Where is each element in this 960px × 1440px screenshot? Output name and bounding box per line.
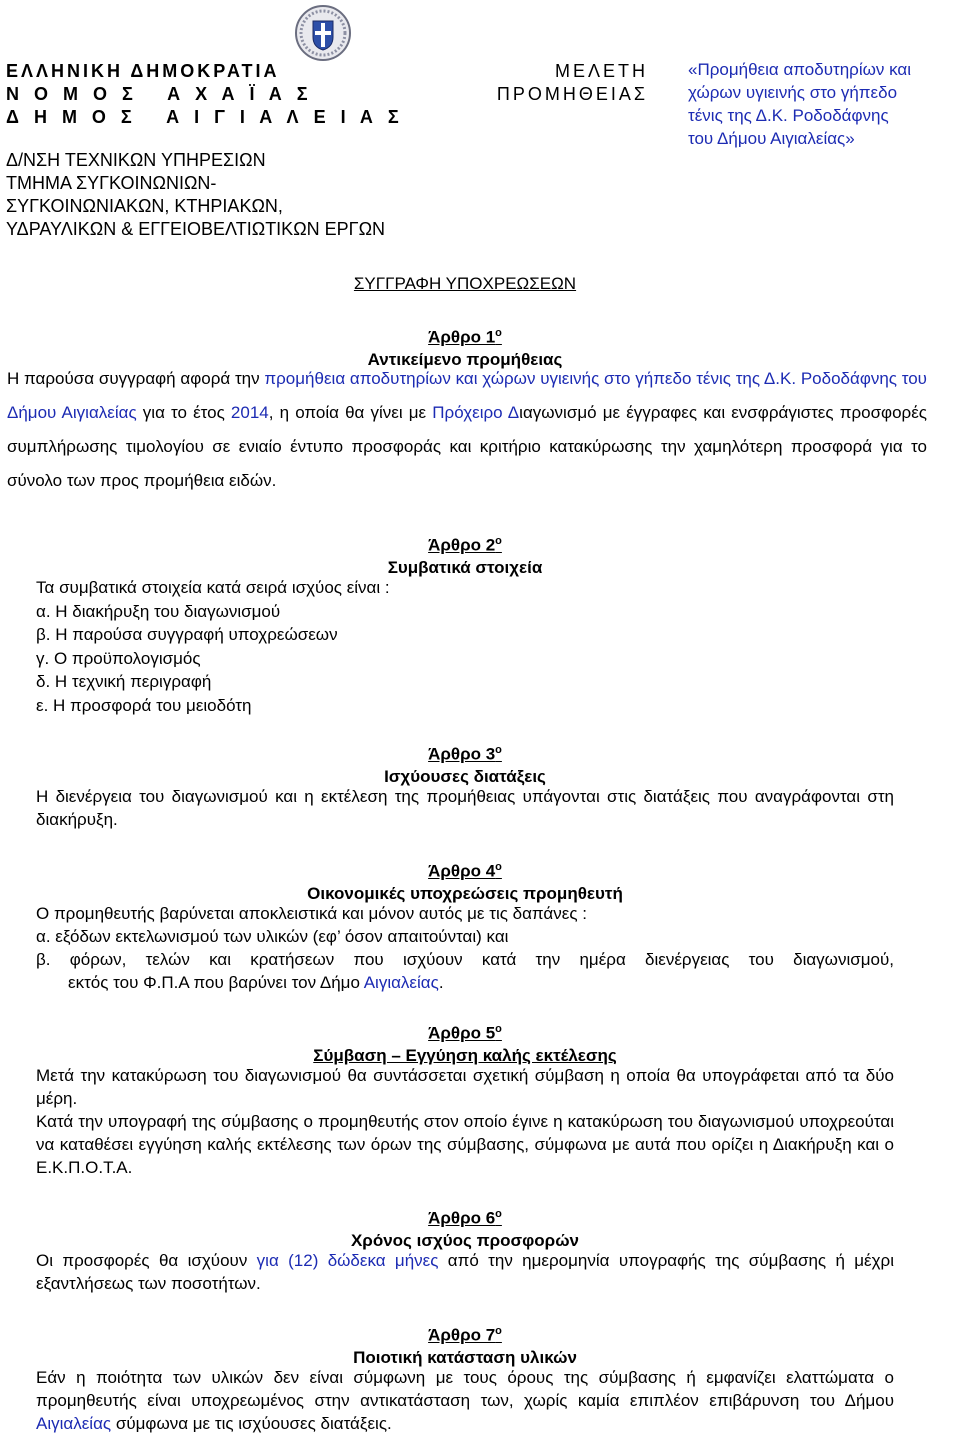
list-intro: Τα συμβατικά στοιχεία κατά σειρά ισχύος είναι : [36, 578, 390, 597]
study-label: ΜΕΛΕΤΗ [554, 61, 648, 81]
list-item: β. Η παρούσα συγγραφή υποχρεώσεων [36, 625, 338, 644]
project-title [688, 58, 956, 150]
article-title: Ισχύουσες διατάξεις [384, 766, 546, 786]
list-item: γ. Ο προϋπολογισμός [36, 648, 201, 668]
article-4-body [36, 902, 894, 994]
issuer-department: Δ/ΝΣΗ ΤΕΧΝΙΚΩΝ ΥΠΗΡΕΣΙΩΝ [6, 150, 266, 170]
article-3-body: Η διενέργεια του διαγωνισμού και η εκτέλεση της προμήθειας υπάγονται στις διατάξεις που αναγράφονται στη διακήρυξη. [36, 787, 894, 829]
list-intro: Ο προμηθευτής βαρύνεται αποκλειστικά και μόνον αυτός με τις δαπάνες : [36, 904, 587, 923]
paragraph: Μετά την κατακύρωση του διαγωνισμού θα συντάσσεται σχετική σύμβαση η οποία θα υπογράφεται από τα δύο μέρη. [36, 1066, 894, 1108]
article-6-body: Οι προσφορές θα ισχύουν για (12) δώδεκα μήνες από την ημερομηνία υπογραφής της σύμβασης ή μέχρι εξαντλήσεως των ποσοτήτων. [36, 1251, 895, 1293]
article-title: Χρόνος ισχύος προσφορών [350, 1230, 580, 1250]
article-number: Άρθρο $2^o$ [428, 535, 502, 555]
article-title: Αντικείμενο προμήθειας [367, 349, 563, 369]
project-title-line: τένις της Δ.Κ. Ροδοδάφνης [688, 106, 889, 125]
article-number: Άρθρο $7^o$ [428, 1325, 502, 1345]
project-title-line: «Προμήθεια αποδυτηρίων και [688, 60, 912, 79]
list-item: α. Η διακήρυξη του διαγωνισμού [36, 601, 281, 621]
study-label: ΠΡΟΜΗΘΕΙΑΣ [496, 84, 648, 104]
article-6-heading [0, 1203, 930, 1252]
article-title: Σύμβαση – Εγγύηση καλής εκτέλεσης [313, 1045, 617, 1065]
issuer-prefecture: Ν Ο Μ Ο Σ Α Χ Α Ϊ Α Σ [6, 84, 313, 104]
article-title: Συμβατικά στοιχεία [387, 557, 543, 577]
list-item-continued: εκτός του Φ.Π.Α που βαρύνει τον Δήμο Αιγιαλείας. [68, 973, 444, 992]
article-number: Άρθρο $3^o$ [428, 744, 502, 764]
article-5-heading [0, 1018, 930, 1067]
article-number: Άρθρο $5^o$ [428, 1023, 502, 1043]
list-item: α. εξόδων εκτελωνισμού των υλικών (εφ’ όσον απαιτούνται) και [36, 927, 509, 946]
issuer-country: ΕΛΛΗΝΙΚΗ ΔΗΜΟΚΡΑΤΙΑ [6, 61, 280, 81]
article-number: Άρθρο $1^o$ [428, 327, 502, 347]
issuer-section: ΥΔΡΑΥΛΙΚΩΝ & ΕΓΓΕΙΟΒΕΛΤΙΩΤΙΚΩΝ ΕΡΓΩΝ [6, 219, 386, 239]
list-item: ε. Η προσφορά του μειοδότη [36, 695, 252, 715]
issuer-block [6, 60, 476, 241]
document-title-text: ΣΥΓΓΡΑΦΗ ΥΠΟΧΡΕΩΣΕΩΝ [353, 274, 577, 293]
article-2-list [36, 576, 736, 717]
study-type [488, 60, 648, 106]
issuer-municipality: Δ Η Μ Ο Σ Α Ι Γ Ι Α Λ Ε Ι Α Σ [6, 107, 404, 127]
greek-coat-of-arms-icon [294, 4, 352, 62]
article-4-heading [0, 856, 930, 905]
paragraph: Κατά την υπογραφή της σύμβασης ο προμηθευτής στον οποίο έγινε η κατακύρωση του διαγωνισμού υποχρεούται να καταθέσει εγγύηση καλής εκτέλεσης των όρων της σύμβασης, σύμφωνα με αυτά που ορίζει η Διακήρυξη και ο Ε.Κ.Π.Ο.Τ.Α. [36, 1112, 894, 1177]
article-1-body: Η παρούσα συγγραφή αφορά την προμήθεια αποδυτηρίων και χώρων υγιεινής στο γήπεδο τένις της Δ.Κ. Ροδοδάφνης του Δήμου Αιγιαλείας για το έτος 2014, η οποία θα γίνει με Πρόχειρο Διαγωνισμό με έγγραφες και ενσφράγιστες προσφορές συμπλήρωσης τιμολογίου σε ενιαίο έντυπο προσφοράς και κριτήριο κατακύρωσης την χαμηλότερη προσφορά για το σύνολο των προς προμήθεια ειδών. [7, 369, 927, 490]
article-title: Ποιοτική κατάσταση υλικών [353, 1347, 577, 1367]
article-title: Οικονομικές υποχρεώσεις προμηθευτή [307, 883, 623, 903]
list-item: β. φόρων, τελών και κρατήσεων που ισχύουν κατά την ημέρα διενέργειας του διαγωνισμού, [36, 950, 894, 969]
article-number: Άρθρο $4^o$ [428, 861, 502, 881]
document-title [0, 274, 930, 294]
issuer-section: ΤΜΗΜΑ ΣΥΓΚΟΙΝΩΝΙΩΝ- [6, 173, 217, 193]
project-title-line: χώρων υγιεινής στο γήπεδο [688, 83, 898, 102]
list-item: δ. Η τεχνική περιγραφή [36, 672, 212, 691]
article-number: Άρθρο $6^o$ [428, 1208, 502, 1228]
issuer-section: ΣΥΓΚΟΙΝΩΝΙΑΚΩΝ, ΚΤΗΡΙΑΚΩΝ, [6, 196, 283, 216]
article-3-heading [0, 739, 930, 788]
article-2-heading [0, 530, 930, 579]
article-5-body [36, 1064, 894, 1179]
project-title-line: του Δήμου Αιγιαλείας» [688, 129, 855, 148]
article-7-body: Εάν η ποιότητα των υλικών δεν είναι σύμφωνη με τους όρους της σύμβασης ή εμφανίζει ελαττώματα ο προμηθευτής είναι υποχρεωμένος στην αντικατάσταση των, χωρίς καμία επιπλέον επιβάρυνση του Δήμου Αιγιαλείας σύμφωνα με τις ισχύουσες διατάξεις. [36, 1368, 894, 1433]
article-7-heading [0, 1320, 930, 1369]
